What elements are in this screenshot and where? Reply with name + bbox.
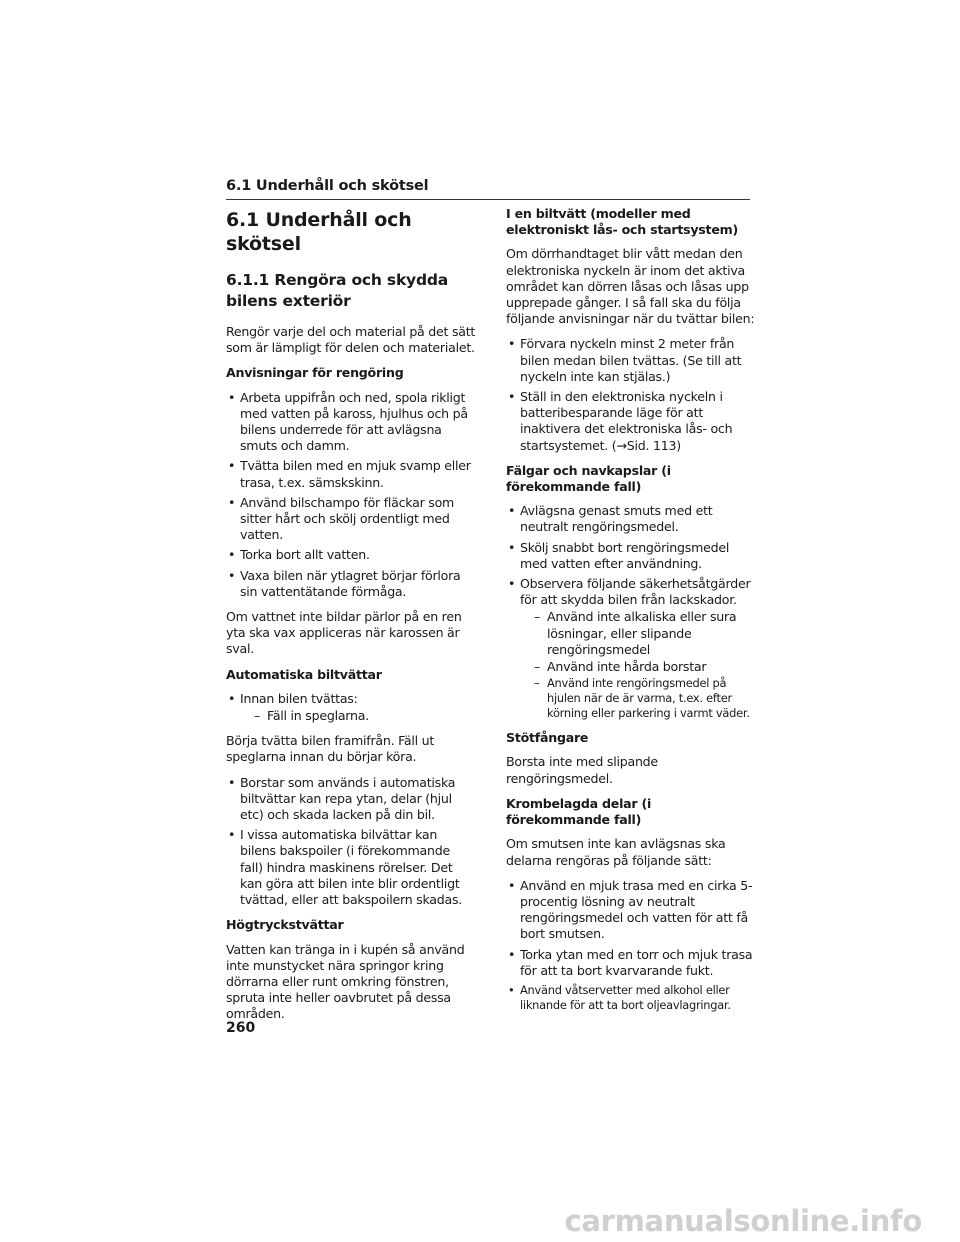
sub-list-item: – Använd inte hårda borstar — [534, 659, 756, 675]
subsection-title: 6.1.1 Rengöra och skydda bilens exteriör — [226, 271, 449, 310]
list-item — [226, 691, 476, 724]
list-item: • Borstar som används i automatiska biltvättar kan repa ytan, delar (hjul etc) och skada lacken på din bil. — [226, 775, 476, 824]
list-item: • Använd våtservetter med alkohol eller liknande för att ta bort oljeavlagringar. — [506, 983, 756, 1013]
chrome-paragraph: Om smutsen inte kan avlägsnas ska delarna rengöras på följande sätt: — [506, 836, 726, 868]
list-item: • I vissa automatiska bilvättar kan bilens bakspoiler (i förekommande fall) hindra maskinens rörelser. Det kan göra att bilen inte blir ordentligt tvättad, eller att bakspoilern skadas. — [226, 827, 476, 908]
list-item-text: Observera följande säkerhetsåtgärder för att skydda bilen från lackskador. — [520, 576, 751, 608]
cleaning-heading: Anvisningar för rengöring — [226, 365, 404, 381]
page-number: 260 — [226, 1020, 256, 1036]
auto-wash-before-list — [226, 691, 476, 724]
cleaning-list — [226, 390, 476, 600]
section-title: 6.1 Underhåll och skötsel — [226, 209, 412, 255]
sub-list-item: – Använd inte alkaliska eller sura lösningar, eller slipande rengöringsmedel — [534, 609, 756, 658]
bumpers-heading: Stötfångare — [506, 730, 589, 746]
list-item — [506, 576, 756, 721]
bumpers-paragraph: Borsta inte med slipande rengöringsmedel. — [506, 754, 658, 786]
list-item: • Avlägsna genast smuts med ett neutralt rengöringsmedel. — [506, 503, 756, 535]
wax-paragraph: Om vattnet inte bildar pärlor på en ren yta ska vax appliceras när karossen är sval. — [226, 609, 462, 657]
auto-wash-heading: Automatiska biltvättar — [226, 666, 382, 682]
auto-wash-paragraph: Börja tvätta bilen framifrån. Fäll ut speglarna innan du börjar köra. — [226, 733, 435, 765]
list-item-text: Innan bilen tvättas: — [240, 690, 358, 706]
pressure-washer-heading: Högtryckstvättar — [226, 917, 344, 933]
left-column — [226, 206, 476, 1032]
sub-list — [240, 708, 476, 724]
list-item: • Torka bort allt vatten. — [226, 547, 476, 563]
running-header: 6.1 Underhåll och skötsel — [226, 178, 750, 200]
carwash-heading: I en biltvätt (modeller med elektroniskt lås- och startsystem) — [506, 206, 738, 238]
sub-list-item: – Fäll in speglarna. — [254, 708, 476, 724]
list-item: • Förvara nyckeln minst 2 meter från bilen medan bilen tvättas. (Se till att nyckeln inte kan stjälas.) — [506, 336, 756, 385]
wheels-list — [506, 503, 756, 721]
carwash-paragraph: Om dörrhandtaget blir vått medan den elektroniska nyckeln är inom det aktiva området kan dörren låsas och låsas upp upprepade gånger. I så fall ska du följa följande anvisningar när du tvättar bilen: — [506, 246, 755, 327]
wheels-heading: Fälgar och navkapslar (i förekommande fall) — [506, 462, 671, 495]
list-item: • Ställ in den elektroniska nyckeln i batteribesparande läge för att inaktivera det elektroniska lås- och startsystemet. (→Sid. 113) — [506, 389, 756, 454]
chrome-list — [506, 878, 756, 1013]
list-item: • Torka ytan med en torr och mjuk trasa för att ta bort kvarvarande fukt. — [506, 947, 756, 979]
carwash-list — [506, 336, 756, 453]
pressure-washer-paragraph: Vatten kan tränga in i kupén så använd inte munstycket nära springor kring dörrarna eller runt omkring fönstren, spruta inte heller oavbrutet på dessa områden. — [226, 941, 465, 1022]
intro-paragraph: Rengör varje del och material på det sätt som är lämpligt för delen och materialet. — [226, 324, 476, 356]
sub-list-item: – Använd inte rengöringsmedel på hjulen när de är varma, t.ex. efter körning eller parkering i varmt väder. — [534, 676, 756, 721]
watermark: carmanualsonline.info — [564, 1204, 922, 1238]
list-item: • Använd en mjuk trasa med en cirka 5-procentig lösning av neutralt rengöringsmedel och vatten för att få bort smutsen. — [506, 878, 756, 943]
auto-wash-list — [226, 775, 476, 909]
list-item: • Tvätta bilen med en mjuk svamp eller trasa, t.ex. sämskskinn. — [226, 458, 476, 490]
list-item: • Skölj snabbt bort rengöringsmedel med vatten efter användning. — [506, 540, 756, 572]
right-column — [506, 206, 756, 1022]
list-item: • Arbeta uppifrån och ned, spola rikligt med vatten på kaross, hjulhus och på bilens underrede för att avlägsna smuts och damm. — [226, 390, 476, 455]
chrome-heading: Krombelagda delar (i förekommande fall) — [506, 795, 652, 828]
sub-list — [520, 609, 756, 721]
list-item: • Använd bilschampo för fläckar som sitter hårt och skölj ordentligt med vatten. — [226, 495, 476, 544]
list-item: • Vaxa bilen när ytlagret börjar förlora sin vattentätande förmåga. — [226, 568, 476, 600]
